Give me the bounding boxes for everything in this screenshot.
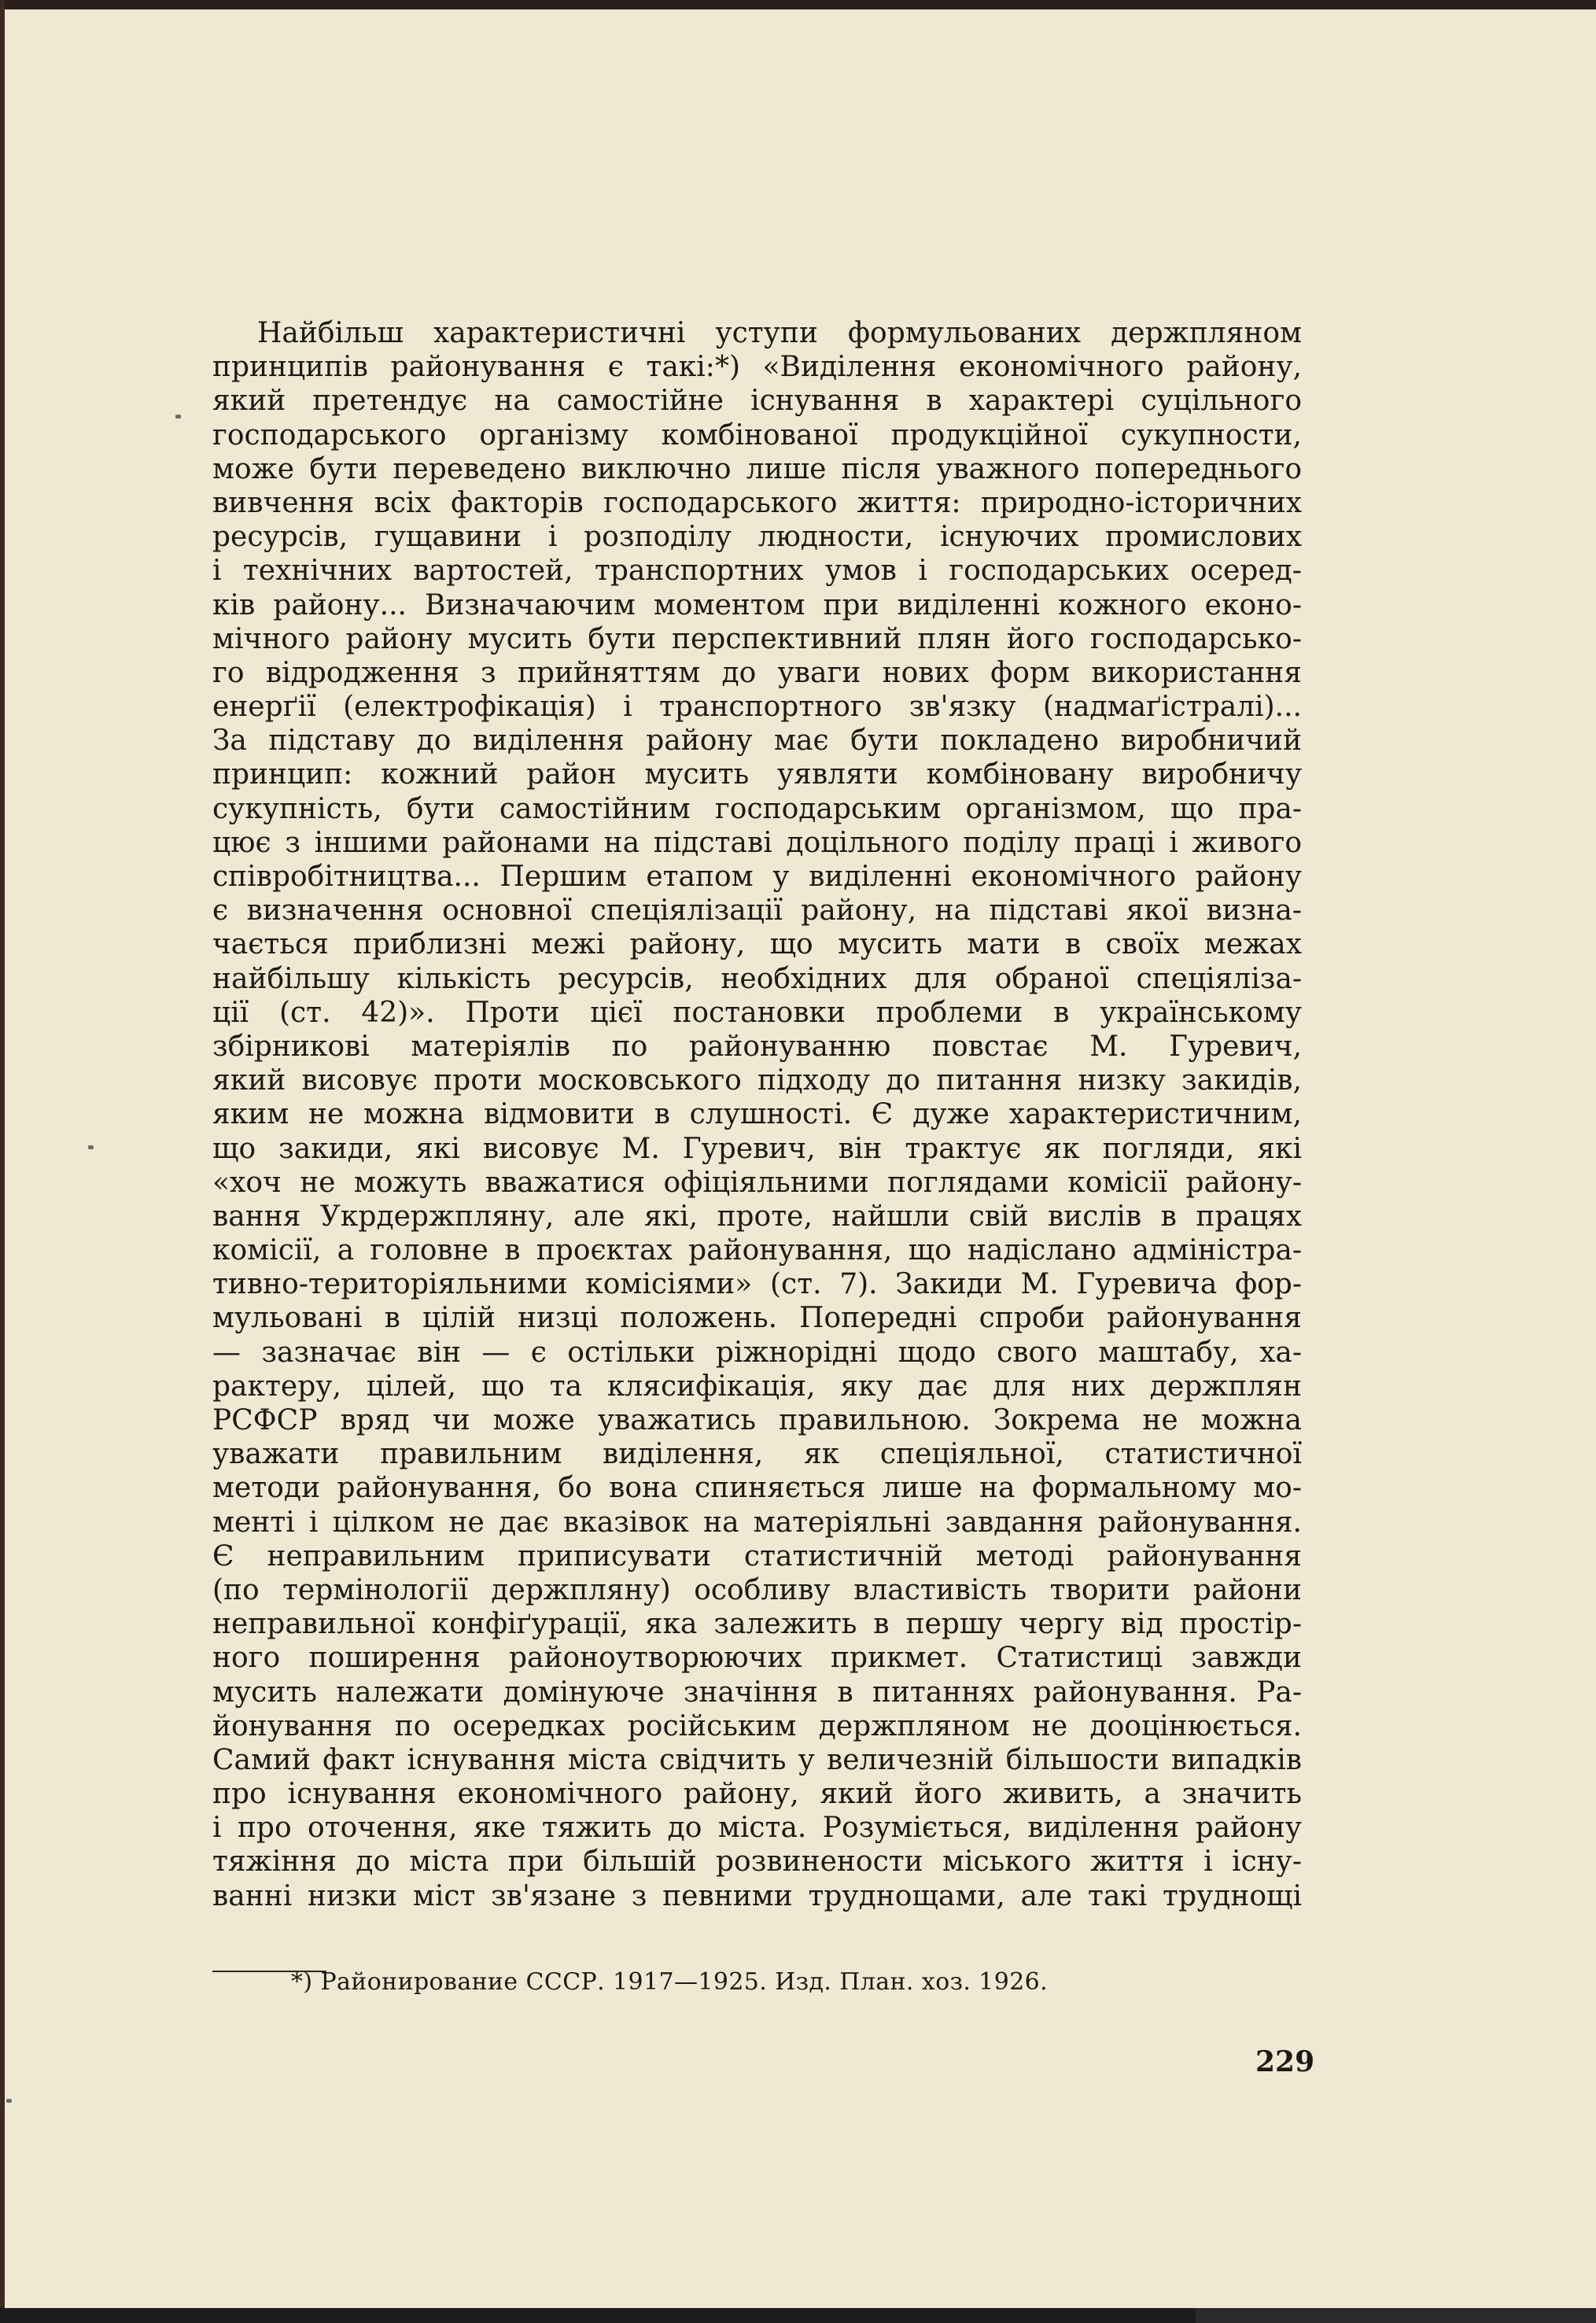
text-line: вання Укрдержпляну, але які, проте, найшли свій вислів в працях bbox=[212, 1200, 1302, 1233]
text-line: є визначення основної спеціялізації району, на підставі якої визна- bbox=[212, 894, 1302, 927]
text-line: го відродження з прийняттям до уваги нових форм використання bbox=[212, 656, 1302, 689]
text-line: ків району... Визначаючим моментом при виділенні кожного еконо- bbox=[212, 588, 1302, 621]
text-line: «хоч не можуть вважатися офіціяльними поглядами комісії району- bbox=[212, 1166, 1302, 1199]
page-left-edge bbox=[0, 0, 5, 2323]
text-line: тяжіння до міста при більшій розвинености міського життя і існу- bbox=[212, 1845, 1302, 1879]
text-line: ванні низки міст зв'язане з певними труднощами, але такі труднощі bbox=[212, 1879, 1302, 1912]
margin-mark bbox=[6, 2099, 12, 2103]
page-bottom-edge bbox=[0, 2308, 1596, 2323]
text-line: який претендує на самостійне існування в характері суцільного bbox=[212, 385, 1302, 418]
margin-mark bbox=[88, 1145, 94, 1149]
text-line: вивчення всіх факторів господарського життя: природно-історичних bbox=[212, 486, 1302, 519]
text-line: ного поширення районоутворюючих прикмет. Статистиці завжди bbox=[212, 1642, 1302, 1675]
text-line: принцип: кожний район мусить уявляти комбіновану виробничу bbox=[212, 758, 1302, 791]
text-line: цює з іншими районами на підставі доцільного поділу праці і живого bbox=[212, 826, 1302, 859]
text-line: збірникові матеріялів по районуванню повстає М. Гуревич, bbox=[212, 1030, 1302, 1063]
text-line: енерґії (електрофікація) і транспортного зв'язку (надмаґістралі)... bbox=[212, 691, 1302, 724]
text-line: менті і цілком не дає вказівок на матеріяльні завдання районування. bbox=[212, 1506, 1302, 1539]
text-line: яким не можна відмовити в слушності. Є дуже характеристичним, bbox=[212, 1098, 1302, 1131]
text-line: — зазначає він — є остільки ріжнорідні щодо свого маштабу, ха- bbox=[212, 1336, 1302, 1369]
text-line: Найбільш характеристичні уступи формульованих держпляном bbox=[257, 317, 1302, 349]
text-line: комісії, а головне в проєктах районування, що надіслано адміністра- bbox=[212, 1234, 1302, 1267]
body-text bbox=[212, 316, 1302, 1913]
text-line: принципів районування є такі:*) «Виділення економічного району, bbox=[212, 351, 1302, 384]
page-number: 229 bbox=[1255, 2045, 1315, 2078]
text-line: методи районування, бо вона спиняється лише на формальному мо- bbox=[212, 1472, 1302, 1505]
text-line: Є неправильним приписувати статистичній методі районування bbox=[212, 1539, 1302, 1573]
text-line: (по термінології держпляну) особливу властивість творити райони bbox=[212, 1573, 1302, 1606]
text-line: неправильної конфіґурації, яка залежить в першу чергу від простір- bbox=[212, 1608, 1302, 1641]
text-line: РСФСР вряд чи може уважатись правильною. Зокрема не можна bbox=[212, 1404, 1302, 1436]
text-line: Самий факт існування міста свідчить у величезній більшости випадків bbox=[212, 1743, 1302, 1776]
text-line: За підставу до виділення району має бути покладено виробничий bbox=[212, 725, 1302, 758]
page-top-edge bbox=[0, 0, 1596, 9]
text-line: і про оточення, яке тяжить до міста. Розуміється, виділення району bbox=[212, 1812, 1302, 1845]
text-line: тивно-територіяльними комісіями» (ст. 7). Закиди М. Гуревича фор- bbox=[212, 1268, 1302, 1301]
text-line: мічного району мусить бути перспективний плян його господарсько- bbox=[212, 622, 1302, 655]
text-line: може бути переведено виключно лише після уважного попереднього bbox=[212, 452, 1302, 485]
text-line: господарського організму комбінованої продукційної сукупности, bbox=[212, 419, 1302, 452]
text-line: йонування по осередках російським держпляном не дооцінюється. bbox=[212, 1709, 1302, 1742]
text-line: рактеру, цілей, що та клясифікація, яку дає для них держплян bbox=[212, 1370, 1302, 1403]
text-line: який висовує проти московського підходу до питання низку закидів, bbox=[212, 1064, 1302, 1097]
text-line: співробітництва... Першим етапом у виділенні економічного району bbox=[212, 861, 1302, 893]
text-line: сукупність, бути самостійним господарським організмом, що пра- bbox=[212, 792, 1302, 825]
text-line: мульовані в цілій низці положень. Попередні спроби районування bbox=[212, 1302, 1302, 1335]
text-line: ції (ст. 42)». Проти цієї постановки проблеми в українському bbox=[212, 996, 1302, 1029]
margin-mark bbox=[175, 415, 181, 419]
text-line: чається приблизні межі району, що мусить мати в своїх межах bbox=[212, 928, 1302, 961]
text-line: найбільшу кількість ресурсів, необхідних для обраної спеціяліза- bbox=[212, 962, 1302, 995]
text-line: мусить належати домінуюче значіння в питаннях районування. Ра- bbox=[212, 1676, 1302, 1709]
footnote: *) Районирование СССР. 1917—1925. Изд. План. хоз. 1926. bbox=[291, 1968, 1049, 1996]
text-line: про існування економічного району, який його живить, а значить bbox=[212, 1778, 1302, 1811]
text-line: що закиди, які висовує М. Гуревич, він трактує як погляди, які bbox=[212, 1132, 1302, 1165]
text-line: ресурсів, гущавини і розподілу людности, існуючих промислових bbox=[212, 521, 1302, 554]
text-line: уважати правильним виділення, як спеціяльної, статистичної bbox=[212, 1438, 1302, 1471]
text-line: і технічних вартостей, транспортних умов і господарських осеред- bbox=[212, 555, 1302, 588]
